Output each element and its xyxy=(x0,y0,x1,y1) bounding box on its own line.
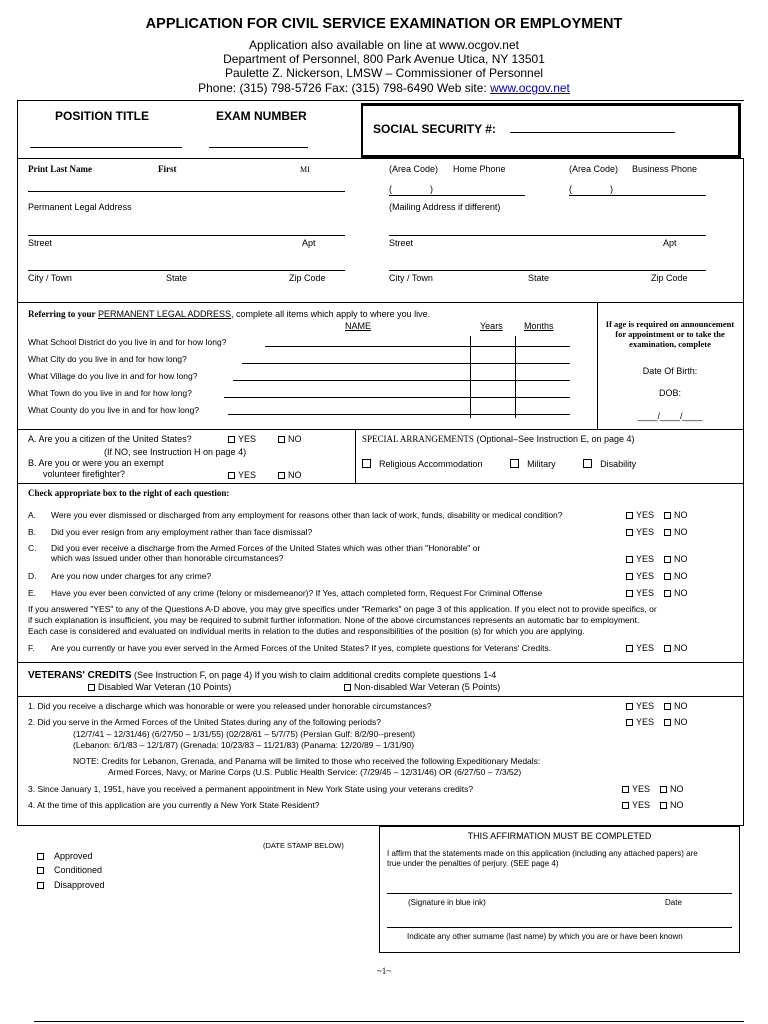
residency-question: What County do you live in and for how long? xyxy=(28,405,200,415)
veterans-periods-2: (Lebanon: 6/1/83 – 12/1/87) (Grenada: 10/23/83 – 11/21/83) (Panama: 12/20/89 – 1/31/90) xyxy=(73,740,415,750)
disapproved-checkbox[interactable] xyxy=(37,882,44,889)
residency-answer-line[interactable] xyxy=(242,363,570,364)
disapproved-option: Disapproved xyxy=(37,880,105,890)
veterans-q3: 3. Since January 1, 1951, have you received a permanent appointment in New York State using your veterans credits? xyxy=(28,784,474,794)
religious-checkbox[interactable] xyxy=(362,459,371,468)
yes-checkbox[interactable] xyxy=(626,529,633,536)
residency-answer-line[interactable] xyxy=(233,380,570,381)
question-f: F. Are you currently or have you ever served in the Armed Forces of the United States? If yes, complete questions for Veterans' Credits. xyxy=(28,643,552,653)
veterans-q2: 2. Did you serve in the Armed Forces of the United States during any of the following periods? xyxy=(28,717,381,727)
veterans-q2-yes-no: YES NO xyxy=(626,717,688,727)
veterans-periods-1: (12/7/41 – 12/31/46) (6/27/50 – 1/31/55) (02/28/61 – 5/7/75) (Persian Gulf: 8/2/90--present) xyxy=(73,729,416,739)
business-area-code-label: (Area Code) xyxy=(569,164,619,174)
residency-intro: Referring to your PERMANENT LEGAL ADDRESS, complete all items which apply to where you live. xyxy=(28,309,431,319)
veterans-q4: 4. At the time of this application are you currently a New York State Resident? xyxy=(28,800,320,810)
question-citizen: A. Are you a citizen of the United States? xyxy=(28,434,192,444)
question-c: C. Did you ever receive a discharge from the Armed Forces of the United States which was other than "Honorable" or which was issued under other than honorable circumstances? xyxy=(28,543,481,563)
remarks-line-2: if such explanation is insufficient, you may be required to submit further information. None of the above circumstances represents an automatic bar to employment. xyxy=(28,615,640,625)
veterans-q4-yes-no: YES NO xyxy=(622,800,684,810)
yes-checkbox[interactable] xyxy=(626,573,633,580)
question-yes-no: YES NO xyxy=(626,510,688,520)
question-firefighter: B. Are you or were you an exempt xyxy=(28,458,164,468)
citizen-no-checkbox[interactable] xyxy=(278,436,285,443)
ssn-field[interactable] xyxy=(510,122,675,133)
business-phone-field[interactable]: ( ) xyxy=(569,184,613,194)
veterans-q1: 1. Did you receive a discharge which was honorable or were you released under honorable circumstances? xyxy=(28,701,432,711)
name-column-header: NAME xyxy=(345,321,372,331)
mi-label: MI xyxy=(300,165,310,174)
state-label: State xyxy=(166,273,188,283)
contact-text: Phone: (315) 798-5726 Fax: (315) 798-6490 Web site: xyxy=(198,81,487,95)
yes-checkbox[interactable] xyxy=(626,556,633,563)
header-line-1: Application also available on line at www.ocgov.net xyxy=(249,38,519,52)
disability-checkbox[interactable] xyxy=(583,459,592,468)
veterans-q3-no-checkbox[interactable] xyxy=(660,786,667,793)
dob-field[interactable]: ____/____/____ xyxy=(637,411,703,421)
street-label: Street xyxy=(28,238,53,248)
non-disabled-veteran-option: Non-disabled War Veteran (5 Points) xyxy=(344,682,500,692)
questions-instruction: Check appropriate box to the right of each question: xyxy=(28,488,230,498)
years-column-header: Years xyxy=(480,321,503,331)
disabled-veteran-checkbox[interactable] xyxy=(88,684,95,691)
veterans-header: VETERANS' CREDITS (See Instruction F, on page 4) If you wish to claim additional credits complete questions 1-4 xyxy=(28,670,497,681)
home-area-code-label: (Area Code) xyxy=(389,164,439,174)
zip-label: Zip Code xyxy=(289,273,326,283)
veterans-q2-no-checkbox[interactable] xyxy=(664,719,671,726)
apt-label: Apt xyxy=(302,238,316,248)
firefighter-no-checkbox[interactable] xyxy=(278,472,285,479)
website-link[interactable]: www.ocgov.net xyxy=(490,81,570,95)
page-number: ~1~ xyxy=(376,966,392,976)
no-checkbox[interactable] xyxy=(664,556,671,563)
no-checkbox[interactable] xyxy=(664,573,671,580)
veterans-note-1: NOTE: Credits for Lebanon, Grenada, and Panama will be limited to those who received the following Expeditionary Medals: xyxy=(73,756,541,766)
header-line-2: Department of Personnel, 800 Park Avenue Utica, NY 13501 xyxy=(223,52,545,66)
residency-answer-line[interactable] xyxy=(224,397,570,398)
residency-answer-line[interactable] xyxy=(228,414,570,415)
veterans-q3-yes-checkbox[interactable] xyxy=(622,786,629,793)
veterans-q3-yes-no: YES NO xyxy=(622,784,684,794)
question-yes-no: YES NO xyxy=(626,554,688,564)
remarks-line-3: Each case is considered and evaluated on individual merits in relation to the duties and responsibilities of the position (s) for which you are applying. xyxy=(28,626,585,636)
question-a: A. Were you ever dismissed or discharged from any employment for reasons other than lack of work, funds, disability or medical condition? xyxy=(28,510,563,520)
veterans-note-2: Armed Forces, Navy, or Marine Corps (U.S. Public Health Service: (7/29/45 – 12/31/46) OR (6/27/50 – 7/3/52) xyxy=(108,767,522,777)
residency-answer-line[interactable] xyxy=(265,346,570,347)
signature-date-label: Date xyxy=(665,898,682,907)
conditioned-checkbox[interactable] xyxy=(37,867,44,874)
city-label: City / Town xyxy=(28,273,72,283)
other-surname-label: Indicate any other surname (last name) by which you are or have been known xyxy=(407,932,683,941)
question-f-yes-checkbox[interactable] xyxy=(626,645,633,652)
form-title: APPLICATION FOR CIVIL SERVICE EXAMINATION OR EMPLOYMENT xyxy=(145,16,623,32)
veterans-q2-yes-checkbox[interactable] xyxy=(626,719,633,726)
exam-number-field[interactable] xyxy=(209,137,308,148)
veterans-q4-yes-checkbox[interactable] xyxy=(622,802,629,809)
age-note: If age is required on announcement for appointment or to take the examination, complete xyxy=(605,319,735,349)
veterans-q4-no-checkbox[interactable] xyxy=(660,802,667,809)
exam-number-label: EXAM NUMBER xyxy=(216,109,307,123)
question-yes-no: YES NO xyxy=(626,588,688,598)
months-column-header: Months xyxy=(524,321,554,331)
firefighter-yes-checkbox[interactable] xyxy=(228,472,235,479)
citizen-yes-no: YES NO xyxy=(228,434,302,444)
no-checkbox[interactable] xyxy=(664,512,671,519)
last-name-label: Print Last Name xyxy=(28,164,92,174)
residency-question: What Town do you live in and for how long? xyxy=(28,388,192,398)
no-checkbox[interactable] xyxy=(664,590,671,597)
dob-label: Date Of Birth: xyxy=(642,366,698,376)
residency-question: What Village do you live in and for how long? xyxy=(28,371,198,381)
signature-label: (Signature in blue ink) xyxy=(408,898,486,907)
mailing-state-label: State xyxy=(528,273,550,283)
question-firefighter-2: volunteer firefighter? xyxy=(43,469,126,479)
question-yes-no: YES NO xyxy=(626,571,688,581)
home-phone-label: Home Phone xyxy=(453,164,506,174)
position-title-field[interactable] xyxy=(30,137,182,148)
remarks-line-1: If you answered "YES" to any of the Questions A-D above, you may give specifics under "Remarks" on page 3 of this application. If you elect not to provide specifics, or xyxy=(28,604,657,614)
residency-question: What School District do you live in and for how long? xyxy=(28,337,227,347)
question-f-no-checkbox[interactable] xyxy=(664,645,671,652)
affirmation-text-1: I affirm that the statements made on this application (including any attached papers) are xyxy=(387,849,698,858)
approved-checkbox[interactable] xyxy=(37,853,44,860)
veterans-q1-no-checkbox[interactable] xyxy=(664,703,671,710)
mailing-address-label: (Mailing Address if different) xyxy=(389,202,501,212)
question-f-yes-no: YES NO xyxy=(626,643,688,653)
question-d: D. Are you now under charges for any crime? xyxy=(28,571,212,581)
special-options: Religious Accommodation Military Disability xyxy=(362,459,636,469)
firefighter-yes-no: YES NO xyxy=(228,470,302,480)
header-contact xyxy=(0,81,768,95)
residency-question: What City do you live in and for how long? xyxy=(28,354,187,364)
position-title-label: POSITION TITLE xyxy=(55,109,150,123)
conditioned-option: Conditioned xyxy=(37,865,102,875)
question-b: B. Did you ever resign from any employment rather than face dismissal? xyxy=(28,527,313,537)
veterans-q1-yes-checkbox[interactable] xyxy=(626,703,633,710)
first-name-label: First xyxy=(158,164,177,174)
citizen-note: (If NO, see Instruction H on page 4) xyxy=(104,447,247,457)
header-line-3: Paulette Z. Nickerson, LMSW – Commissioner of Personnel xyxy=(224,66,544,80)
no-checkbox[interactable] xyxy=(664,529,671,536)
name-field[interactable] xyxy=(28,181,345,192)
ssn-label: SOCIAL SECURITY #: xyxy=(373,122,496,136)
dob-short-label: DOB: xyxy=(658,388,681,398)
home-phone-field[interactable]: ( ) xyxy=(389,184,433,194)
special-arrangements: SPECIAL ARRANGEMENTS (Optional–See Instruction E, on page 4) xyxy=(362,434,635,444)
question-e: E. Have you ever been convicted of any crime (felony or misdemeanor)? If Yes, attach completed form, Request For Criminal Offense xyxy=(28,588,543,598)
mailing-city-label: City / Town xyxy=(389,273,433,283)
question-yes-no: YES NO xyxy=(626,527,688,537)
yes-checkbox[interactable] xyxy=(626,590,633,597)
affirmation-title: THIS AFFIRMATION MUST BE COMPLETED xyxy=(467,831,652,841)
approved-option: Approved xyxy=(37,851,93,861)
mailing-street-label: Street xyxy=(389,238,414,248)
permanent-address-label: Permanent Legal Address xyxy=(28,202,132,212)
veterans-q1-yes-no: YES NO xyxy=(626,701,688,711)
date-stamp-label: (DATE STAMP BELOW) xyxy=(263,841,344,850)
non-disabled-veteran-checkbox[interactable] xyxy=(344,684,351,691)
mailing-zip-label: Zip Code xyxy=(651,273,688,283)
business-phone-label: Business Phone xyxy=(632,164,698,174)
mailing-apt-label: Apt xyxy=(663,238,677,248)
yes-checkbox[interactable] xyxy=(626,512,633,519)
disabled-veteran-option: Disabled War Veteran (10 Points) xyxy=(88,682,231,692)
citizen-yes-checkbox[interactable] xyxy=(228,436,235,443)
affirmation-text-2: true under the penalties of perjury. (SEE page 4) xyxy=(387,859,559,868)
military-checkbox[interactable] xyxy=(510,459,519,468)
